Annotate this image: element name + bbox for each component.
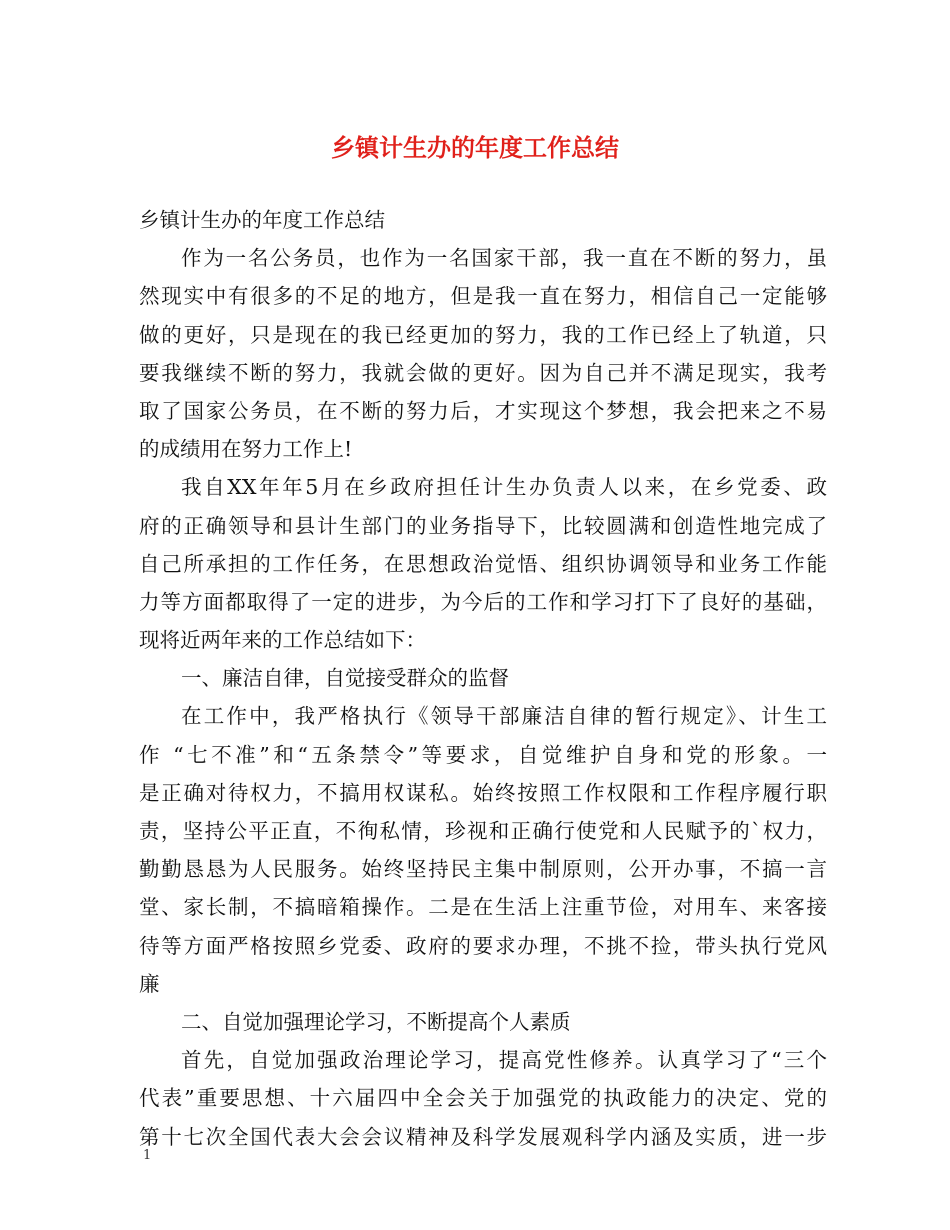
document-body: [139, 201, 827, 1156]
text-line: 我自XX年年5月在乡政府担任计生办负责人以来，在乡党委、政: [181, 475, 827, 500]
text-line: 要我继续不断的努力，我就会做的更好。因为自己并不满足现实，我考: [139, 360, 827, 385]
text-line: 是正确对待权力，不搞用权谋私。始终按照工作权限和工作程序履行职: [139, 780, 827, 805]
text-line: 作 “七不准”和“五条禁令”等要求，自觉维护自身和党的形象。一: [139, 742, 827, 767]
text-line: 做的更好，只是现在的我已经更加的努力，我的工作已经上了轨道，只: [139, 322, 827, 347]
document-title: 乡镇计生办的年度工作总结: [331, 133, 619, 162]
section-heading: 二、自觉加强理论学习，不断提高个人素质: [181, 1009, 571, 1034]
section-heading: 一、廉洁自律，自觉接受群众的监督: [181, 666, 509, 691]
page-number: 1: [143, 1148, 152, 1163]
text-line: 廉: [139, 971, 160, 996]
text-line: 在工作中，我严格执行《领导干部廉洁自律的暂行规定》、计生工: [181, 704, 827, 729]
text-line: 作为一名公务员，也作为一名国家干部，我一直在不断的努力，虽: [181, 246, 827, 271]
text-line: 首先，自觉加强政治理论学习，提高党性修养。认真学习了“三个: [181, 1048, 827, 1073]
text-line: 乡镇计生办的年度工作总结: [139, 208, 385, 232]
text-line: 自己所承担的工作任务，在思想政治觉悟、组织协调领导和业务工作能: [139, 551, 827, 576]
text-line: 取了国家公务员，在不断的努力后，才实现这个梦想，我会把来之不易: [139, 398, 827, 423]
text-line: 力等方面都取得了一定的进步，为今后的工作和学习打下了良好的基础，: [139, 589, 827, 614]
text-line: 的成绩用在努力工作上!: [139, 437, 353, 462]
text-line: 代表”重要思想、十六届四中全会关于加强党的执政能力的决定、党的: [139, 1086, 827, 1111]
text-line: 现将近两年来的工作总结如下：: [139, 628, 426, 653]
text-line: 责，坚持公平正直，不徇私情，珍视和正确行使党和人民赋予的`权力，: [139, 819, 827, 843]
text-line: 府的正确领导和县计生部门的业务指导下，比较圆满和创造性地完成了: [139, 513, 827, 538]
text-line: 堂、家长制，不搞暗箱操作。二是在生活上注重节俭，对用车、来客接: [139, 895, 827, 920]
text-line: 待等方面严格按照乡党委、政府的要求办理，不挑不捡，带头执行党风: [139, 933, 827, 958]
text-line: 然现实中有很多的不足的地方，但是我一直在努力，相信自己一定能够: [139, 284, 827, 309]
text-line: 第十七次全国代表大会会议精神及科学发展观科学内涵及实质，进一步: [139, 1124, 827, 1149]
text-line: 勤勤恳恳为人民服务。始终坚持民主集中制原则，公开办事，不搞一言: [139, 857, 827, 882]
